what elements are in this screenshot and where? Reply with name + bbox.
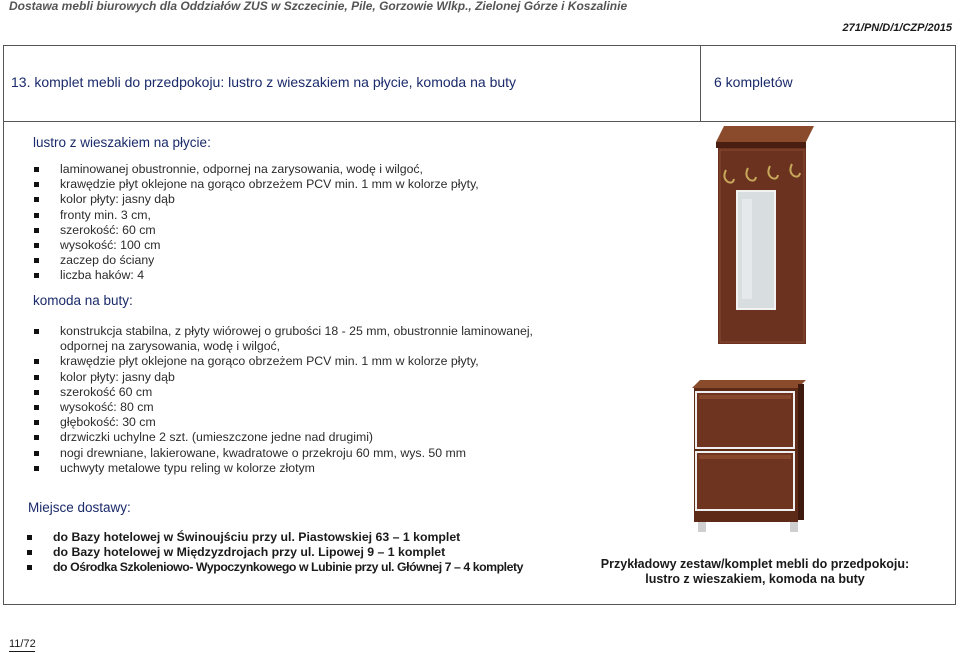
bullet-icon <box>34 390 39 395</box>
list-item: fronty min. 3 cm, <box>34 208 479 223</box>
bullet-icon <box>34 243 39 248</box>
document-header-title: Dostawa mebli biurowych dla Oddziałów ZUS w Szczecinie, Pile, Gorzowie Wlkp., Zielonej Górze i Koszalinie <box>9 0 628 13</box>
shoe-cabinet-spec-list <box>34 324 533 476</box>
shoe-cabinet-image <box>690 378 808 534</box>
bullet-icon <box>34 258 39 263</box>
bullet-icon <box>34 167 39 172</box>
image-caption: Przykładowy zestaw/komplet mebli do przedpokoju: lustro z wieszakiem, komoda na buty <box>600 557 910 586</box>
delivery-location-list <box>27 530 523 576</box>
mirror-section-heading: lustro z wieszakiem na płycie: <box>33 135 211 150</box>
list-item: konstrukcja stabilna, z płyty wiórowej o grubości 18 - 25 mm, obustronnie laminowanej, <box>34 324 533 339</box>
table-row-divider <box>3 121 956 122</box>
list-item: drzwiczki uchylne 2 szt. (umieszczone jedne nad drugimi) <box>34 430 533 445</box>
bullet-icon <box>27 550 32 555</box>
list-item: uchwyty metalowe typu reling w kolorze złotym <box>34 461 533 476</box>
list-item: laminowanej obustronnie, odpornej na zarysowania, wodę i wilgoć, <box>34 162 479 177</box>
page-number-underline <box>9 651 35 652</box>
mirror-shelf-edge <box>716 142 806 148</box>
bullet-icon <box>34 197 39 202</box>
bullet-icon <box>34 375 39 380</box>
cabinet-leg <box>790 522 798 532</box>
list-item: krawędzie płyt oklejone na gorąco obrzeżem PCV min. 1 mm w kolorze płyty, <box>34 177 479 192</box>
bullet-icon <box>34 420 39 425</box>
list-item: do Ośrodka Szkoleniowo- Wypoczynkowego w Lubinie przy ul. Głównej 7 – 4 komplety <box>27 560 523 575</box>
bullet-icon <box>34 451 39 456</box>
bullet-icon <box>27 565 32 570</box>
bullet-icon <box>34 228 39 233</box>
list-item: krawędzie płyt oklejone na gorąco obrzeżem PCV min. 1 mm w kolorze płyty, <box>34 354 533 369</box>
cabinet-lower-door <box>696 452 794 510</box>
cabinet-leg <box>698 522 706 532</box>
page-number: 11/72 <box>9 638 36 650</box>
bullet-icon <box>34 405 39 410</box>
mirror-top-shelf <box>716 126 814 142</box>
bullet-icon <box>34 329 39 334</box>
list-item: szerokość 60 cm <box>34 385 533 400</box>
list-item: wysokość: 80 cm <box>34 400 533 415</box>
list-item: kolor płyty: jasny dąb <box>34 370 533 385</box>
mirror-with-hanger-image <box>708 124 816 346</box>
delivery-section-heading: Miejsce dostawy: <box>28 500 131 515</box>
mirror-spec-list <box>34 162 479 284</box>
list-item: zaczep do ściany <box>34 253 479 268</box>
cabinet-upper-door <box>696 392 794 448</box>
list-item: do Bazy hotelowej w Międzyzdrojach przy ul. Lipowej 9 – 1 komplet <box>27 545 523 560</box>
shoe-cabinet-section-heading: komoda na buty: <box>33 293 133 308</box>
table-column-divider <box>700 45 701 121</box>
document-reference-code: 271/PN/D/1/CZP/2015 <box>842 22 952 34</box>
bullet-icon <box>34 466 39 471</box>
bullet-icon <box>27 535 32 540</box>
list-item: szerokość: 60 cm <box>34 223 479 238</box>
list-item: do Bazy hotelowej w Świnoujściu przy ul. Piastowskiej 63 – 1 komplet <box>27 530 523 545</box>
list-item: nogi drewniane, lakierowane, kwadratowe o przekroju 60 mm, wys. 50 mm <box>34 446 533 461</box>
list-item-continuation: odpornej na zarysowania, wodę i wilgoć, <box>60 339 281 354</box>
item-quantity: 6 kompletów <box>714 74 793 90</box>
cabinet-top <box>692 380 806 388</box>
bullet-icon <box>34 213 39 218</box>
list-item: wysokość: 100 cm <box>34 238 479 253</box>
bullet-icon <box>34 273 39 278</box>
list-item: liczba haków: 4 <box>34 268 479 283</box>
bullet-icon <box>34 182 39 187</box>
item-title: 13. komplet mebli do przedpokoju: lustro z wieszakiem na płycie, komoda na buty <box>11 74 517 90</box>
list-item: kolor płyty: jasny dąb <box>34 192 479 207</box>
list-item: głębokość: 30 cm <box>34 415 533 430</box>
cabinet-side <box>798 384 804 520</box>
bullet-icon <box>34 435 39 440</box>
bullet-icon <box>34 359 39 364</box>
